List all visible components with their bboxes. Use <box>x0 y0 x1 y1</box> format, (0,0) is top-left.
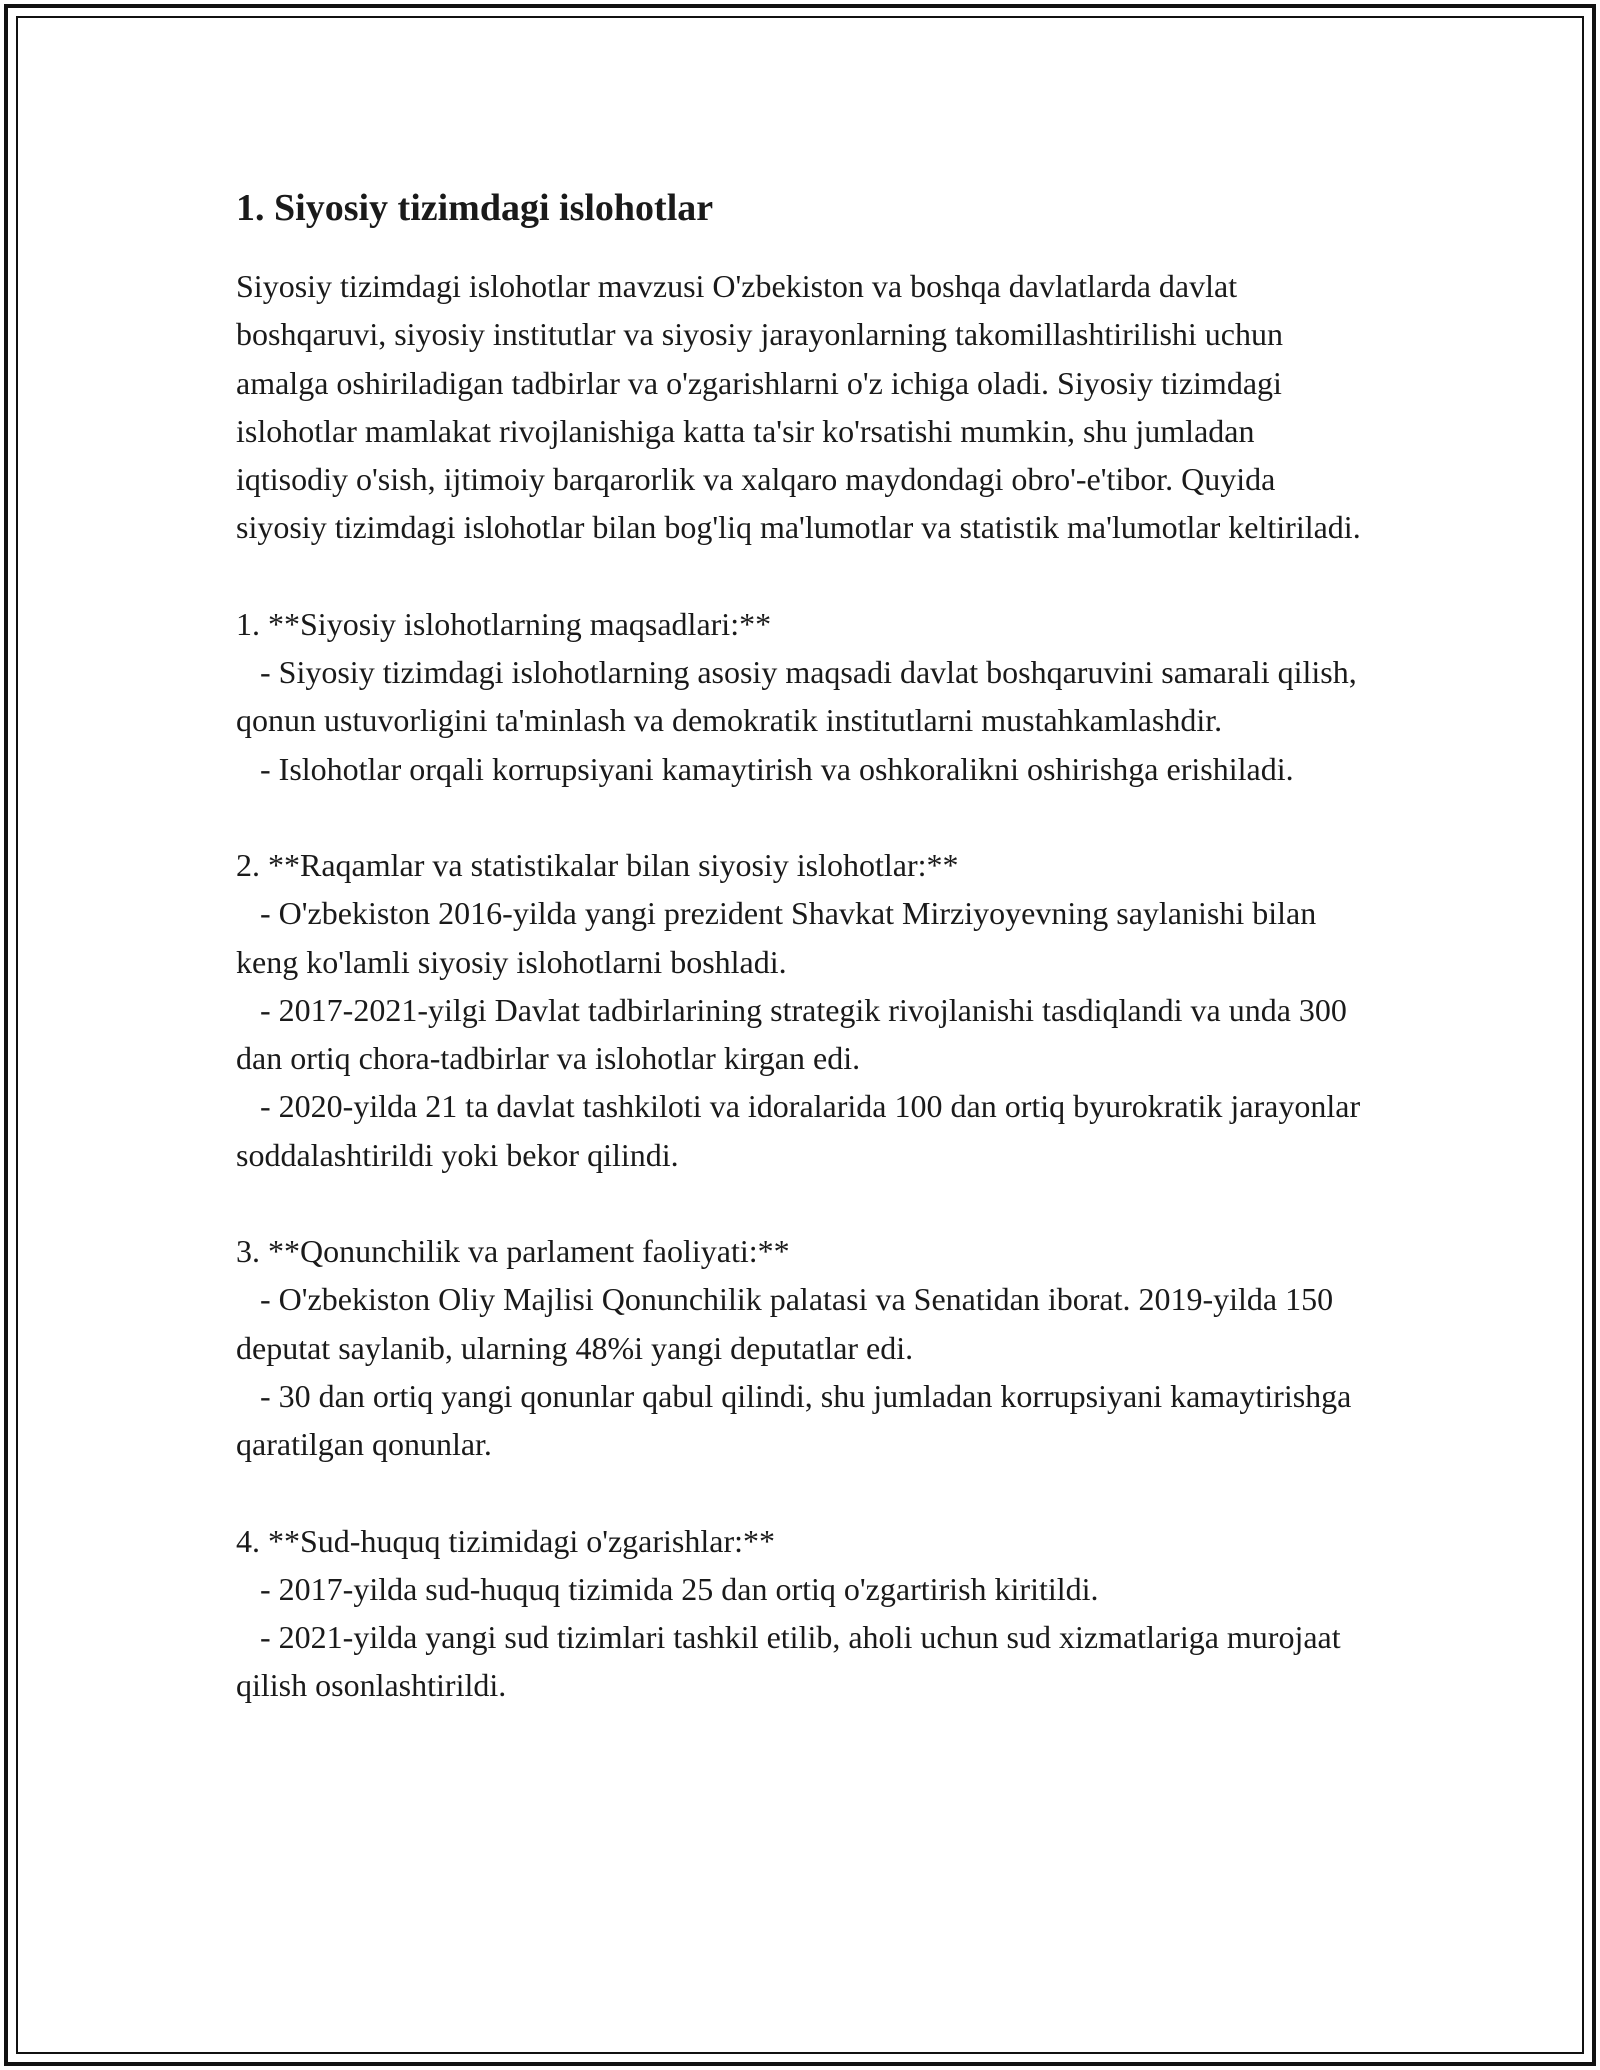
list-item: - 2017-yilda sud-huquq tizimida 25 dan ortiq o'zgartirish kiritildi. <box>236 1570 1099 1607</box>
list-item: - O'zbekiston 2016-yilda yangi prezident Shavkat Mirziyoyevning saylanishi bilan keng ko'lamli siyosiy islohotlarni boshladi. <box>236 895 1325 980</box>
list-item: - 2021-yilda yangi sud tizimlari tashkil etilib, aholi uchun sud xizmatlariga murojaat qilish osonlashtirildi. <box>236 1619 1349 1704</box>
section-statistics <box>236 841 1369 1179</box>
section-heading: 1. **Siyosiy islohotlarning maqsadlari:** <box>236 605 772 642</box>
list-item: - 30 dan ortiq yangi qonunlar qabul qilindi, shu jumladan korrupsiyani kamaytirishga qaratilgan qonunlar. <box>236 1377 1360 1463</box>
section-heading: 4. **Sud-huquq tizimidagi o'zgarishlar:** <box>236 1522 776 1559</box>
section-heading: 2. **Raqamlar va statistikalar bilan siyosiy islohotlar:** <box>236 846 959 883</box>
section-goals <box>236 600 1366 793</box>
section-judicial <box>236 1517 1366 1710</box>
section-legislation <box>236 1227 1366 1468</box>
document-title: 1. Siyosiy tizimdagi islohotlar <box>236 187 714 229</box>
list-item: - 2017-2021-yilgi Davlat tadbirlarining strategik rivojlanishi tasdiqlandi va unda 300 dan ortiq chora-tadbirlar va islohotlar kirgan edi. <box>236 991 1355 1077</box>
intro-paragraph: Siyosiy tizimdagi islohotlar mavzusi O'zbekiston va boshqa davlatlarda davlat boshqaruvi, siyosiy institutlar va siyosiy jarayonlarning takomillashtirilishi uchun amalga oshiriladigan tadbirlar va o'zgarishlarni o'z ichiga oladi. Siyosiy tizimdagi islohotlar mamlakat rivojlanishiga katta ta'sir ko'rsatishi mumkin, shu jumladan iqtisodiy o'sish, ijtimoiy barqarorlik va xalqaro maydondagi obro'-e'tibor. Quyida siyosiy tizimdagi islohotlar bilan bog'liq ma'lumotlar va statistik ma'lumotlar keltiriladi. <box>236 268 1361 546</box>
list-item: - Siyosiy tizimdagi islohotlarning asosiy maqsadi davlat boshqaruvini samarali qilish, qonun ustuvorligini ta'minlash va demokratik institutlarni mustahkamlashdir. <box>236 654 1365 739</box>
document-body <box>236 184 1369 1710</box>
list-item: - Islohotlar orqali korrupsiyani kamaytirish va oshkoralikni oshirishga erishiladi. <box>236 750 1294 787</box>
list-item: - 2020-yilda 21 ta davlat tashkiloti va idoralarida 100 dan ortiq byurokratik jarayonlar soddalashtirildi yoki bekor qilindi. <box>236 1088 1369 1173</box>
list-item: - O'zbekiston Oliy Majlisi Qonunchilik palatasi va Senatidan iborat. 2019-yilda 150 deputat saylanib, ularning 48%i yangi deputatlar edi. <box>236 1281 1342 1366</box>
section-heading: 3. **Qonunchilik va parlament faoliyati:** <box>236 1233 790 1270</box>
